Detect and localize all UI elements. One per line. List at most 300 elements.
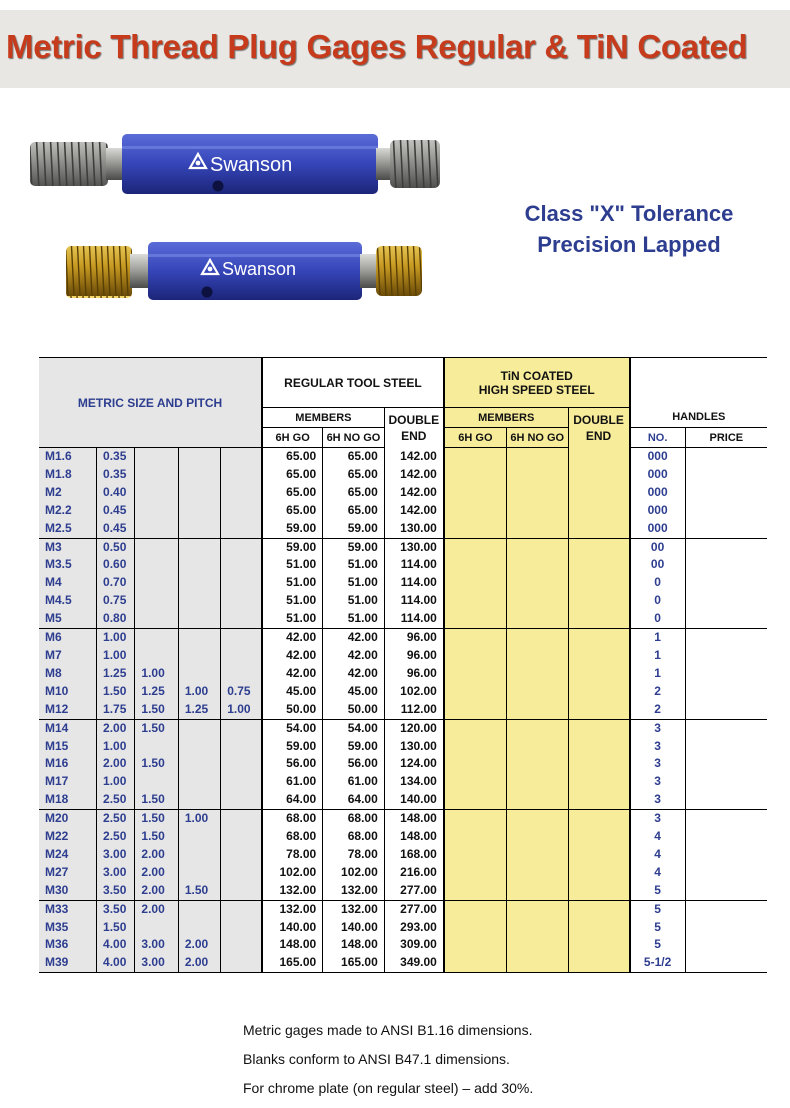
pitch-cell: 1.50: [135, 719, 178, 737]
pitch-cell: 1.25: [135, 683, 178, 701]
table-row: [39, 647, 767, 665]
size-cell: M1.8: [39, 466, 97, 484]
double-end-price-cell: 114.00: [384, 592, 444, 610]
nogo-price-cell: 59.00: [323, 520, 385, 538]
pitch-cell: 1.50: [135, 791, 178, 809]
tagline-line: Precision Lapped: [537, 232, 721, 257]
pitch-cell: 3.50: [97, 900, 135, 918]
pitch-cell: [135, 610, 178, 628]
header-double-end: [384, 408, 444, 448]
pitch-cell: [135, 773, 178, 791]
double-end-price-cell: 349.00: [384, 954, 444, 972]
table-row: [39, 665, 767, 683]
double-end-price-cell: 96.00: [384, 647, 444, 665]
go-price-cell: 165.00: [262, 954, 323, 972]
table-row: [39, 864, 767, 882]
table-body: [39, 448, 767, 973]
tin-nogo-cell: [506, 954, 568, 972]
handle-no-cell: 5-1/2: [630, 954, 686, 972]
size-cell: M2: [39, 484, 97, 502]
tin-nogo-cell: [506, 610, 568, 628]
pitch-cell: [178, 520, 220, 538]
double-end-price-cell: 124.00: [384, 755, 444, 773]
handle-price-cell: [685, 701, 767, 719]
tin-nogo-cell: [506, 791, 568, 809]
header-end: END: [585, 428, 612, 443]
tagline: [470, 198, 788, 260]
go-price-cell: 59.00: [262, 738, 323, 756]
nogo-price-cell: 51.00: [323, 556, 385, 574]
pitch-cell: [178, 828, 220, 846]
tin-double-end-cell: [568, 773, 630, 791]
pitch-cell: [221, 738, 262, 756]
handle-price-cell: [685, 719, 767, 737]
gauge-brand-label: Swanson: [222, 259, 297, 279]
thread-plug-gage-tin: [64, 236, 426, 306]
handle-no-cell: 5: [630, 882, 686, 900]
pitch-cell: [178, 556, 220, 574]
go-price-cell: 65.00: [262, 448, 323, 466]
pitch-cell: [178, 755, 220, 773]
handle-price-cell: [685, 647, 767, 665]
pitch-cell: [178, 864, 220, 882]
tin-nogo-cell: [506, 448, 568, 466]
tin-nogo-cell: [506, 556, 568, 574]
handle-no-cell: 00: [630, 538, 686, 556]
pitch-cell: [221, 466, 262, 484]
pitch-cell: 0.80: [97, 610, 135, 628]
table-row: [39, 810, 767, 828]
tin-nogo-cell: [506, 719, 568, 737]
double-end-price-cell: 142.00: [384, 502, 444, 520]
table-row: [39, 919, 767, 937]
nogo-price-cell: 165.00: [323, 954, 385, 972]
nogo-price-cell: 51.00: [323, 610, 385, 628]
tin-double-end-cell: [568, 755, 630, 773]
tin-double-end-cell: [568, 791, 630, 809]
title-bar: [0, 10, 790, 88]
nogo-price-cell: 61.00: [323, 773, 385, 791]
gauge-brand-label: Swanson: [210, 154, 293, 176]
pitch-cell: 1.00: [135, 665, 178, 683]
table-row: [39, 954, 767, 972]
handle-no-cell: 000: [630, 448, 686, 466]
handle-price-cell: [685, 919, 767, 937]
nogo-price-cell: 51.00: [323, 574, 385, 592]
pitch-cell: 1.50: [97, 683, 135, 701]
pitch-cell: [178, 738, 220, 756]
tin-go-cell: [444, 683, 507, 701]
page-title: Metric Thread Plug Gages Regular & TiN Coated: [6, 28, 748, 65]
tin-nogo-cell: [506, 900, 568, 918]
go-price-cell: 51.00: [262, 556, 323, 574]
handle-no-cell: 4: [630, 828, 686, 846]
size-cell: M17: [39, 773, 97, 791]
table-row: [39, 828, 767, 846]
tin-go-cell: [444, 574, 507, 592]
pitch-cell: [221, 502, 262, 520]
size-cell: M35: [39, 919, 97, 937]
go-price-cell: 59.00: [262, 520, 323, 538]
pitch-cell: 1.50: [135, 755, 178, 773]
tin-nogo-cell: [506, 773, 568, 791]
tin-double-end-cell: [568, 701, 630, 719]
tin-go-cell: [444, 719, 507, 737]
pitch-cell: [221, 846, 262, 864]
handle-price-cell: [685, 556, 767, 574]
nogo-price-cell: 78.00: [323, 846, 385, 864]
table-row: [39, 738, 767, 756]
pitch-cell: 1.00: [97, 647, 135, 665]
table-row: [39, 484, 767, 502]
handle-no-cell: 000: [630, 520, 686, 538]
pitch-cell: [135, 629, 178, 647]
go-price-cell: 65.00: [262, 466, 323, 484]
handle-no-cell: 1: [630, 647, 686, 665]
handle-price-cell: [685, 538, 767, 556]
header-tin-line: TiN COATED: [500, 368, 573, 383]
table-row: [39, 719, 767, 737]
pitch-cell: [221, 647, 262, 665]
handle-no-cell: 000: [630, 484, 686, 502]
go-price-cell: 56.00: [262, 755, 323, 773]
go-price-cell: 68.00: [262, 828, 323, 846]
size-cell: M5: [39, 610, 97, 628]
double-end-price-cell: 142.00: [384, 466, 444, 484]
double-end-price-cell: 96.00: [384, 629, 444, 647]
double-end-price-cell: 277.00: [384, 900, 444, 918]
nogo-price-cell: 132.00: [323, 900, 385, 918]
header-end: END: [401, 428, 427, 443]
handle-no-cell: 0: [630, 592, 686, 610]
table-row: [39, 538, 767, 556]
handle-no-cell: 3: [630, 755, 686, 773]
table-row: [39, 882, 767, 900]
table-row: [39, 466, 767, 484]
pitch-cell: [221, 755, 262, 773]
size-cell: M22: [39, 828, 97, 846]
pitch-cell: [178, 919, 220, 937]
note-line: For chrome plate (on regular steel) – add 30%.: [243, 1080, 534, 1096]
handle-price-cell: [685, 592, 767, 610]
handle-price-cell: [685, 448, 767, 466]
pitch-cell: 0.70: [97, 574, 135, 592]
pitch-cell: [221, 919, 262, 937]
double-end-price-cell: 168.00: [384, 846, 444, 864]
nogo-price-cell: 68.00: [323, 810, 385, 828]
tin-double-end-cell: [568, 484, 630, 502]
tin-nogo-cell: [506, 502, 568, 520]
pitch-cell: [221, 538, 262, 556]
tin-go-cell: [444, 919, 507, 937]
pitch-cell: [221, 828, 262, 846]
pitch-cell: 0.35: [97, 466, 135, 484]
size-cell: M6: [39, 629, 97, 647]
handle-price-cell: [685, 936, 767, 954]
handle-price-cell: [685, 773, 767, 791]
tin-nogo-cell: [506, 520, 568, 538]
pitch-cell: 1.75: [97, 701, 135, 719]
header-tin-coated: [444, 358, 630, 408]
size-cell: M27: [39, 864, 97, 882]
header-handle-no: NO.: [630, 428, 686, 448]
handle-price-cell: [685, 900, 767, 918]
handle-price-cell: [685, 882, 767, 900]
pitch-cell: 1.00: [178, 810, 220, 828]
header-handles: HANDLES: [630, 408, 767, 428]
pitch-cell: [221, 629, 262, 647]
pitch-cell: [135, 484, 178, 502]
pitch-cell: 0.75: [221, 683, 262, 701]
table-row: [39, 791, 767, 809]
pitch-cell: 2.00: [178, 954, 220, 972]
pitch-cell: [221, 610, 262, 628]
header-tin-members: MEMBERS: [444, 408, 568, 428]
table-row: [39, 502, 767, 520]
pitch-cell: 1.00: [221, 701, 262, 719]
tin-go-cell: [444, 755, 507, 773]
tin-nogo-cell: [506, 484, 568, 502]
double-end-price-cell: 114.00: [384, 610, 444, 628]
pitch-cell: 2.00: [97, 719, 135, 737]
pitch-cell: [221, 574, 262, 592]
handle-no-cell: 3: [630, 810, 686, 828]
nogo-price-cell: 51.00: [323, 592, 385, 610]
note-line: Metric gages made to ANSI B1.16 dimensions.: [243, 1022, 533, 1038]
tin-go-cell: [444, 520, 507, 538]
handle-no-cell: 3: [630, 773, 686, 791]
pitch-cell: 0.45: [97, 502, 135, 520]
handle-price-cell: [685, 755, 767, 773]
pitch-cell: [178, 574, 220, 592]
nogo-price-cell: 132.00: [323, 882, 385, 900]
header-regular-tool-steel: REGULAR TOOL STEEL: [262, 358, 444, 408]
tin-nogo-cell: [506, 828, 568, 846]
pitch-cell: 3.00: [135, 936, 178, 954]
double-end-price-cell: 216.00: [384, 864, 444, 882]
go-price-cell: 51.00: [262, 574, 323, 592]
tin-double-end-cell: [568, 900, 630, 918]
tin-double-end-cell: [568, 828, 630, 846]
double-end-price-cell: 102.00: [384, 683, 444, 701]
pitch-cell: [221, 665, 262, 683]
pitch-cell: [221, 791, 262, 809]
tin-double-end-cell: [568, 592, 630, 610]
nogo-price-cell: 56.00: [323, 755, 385, 773]
double-end-price-cell: 148.00: [384, 810, 444, 828]
pitch-cell: 1.00: [97, 629, 135, 647]
pitch-cell: [135, 592, 178, 610]
pitch-cell: [178, 773, 220, 791]
tin-go-cell: [444, 592, 507, 610]
tin-double-end-cell: [568, 864, 630, 882]
pitch-cell: [178, 629, 220, 647]
tin-nogo-cell: [506, 647, 568, 665]
nogo-price-cell: 42.00: [323, 647, 385, 665]
tin-double-end-cell: [568, 610, 630, 628]
tin-go-cell: [444, 538, 507, 556]
double-end-price-cell: 142.00: [384, 448, 444, 466]
nogo-price-cell: 59.00: [323, 538, 385, 556]
double-end-price-cell: 130.00: [384, 538, 444, 556]
pitch-cell: [178, 610, 220, 628]
tin-go-cell: [444, 629, 507, 647]
pitch-cell: 1.50: [178, 882, 220, 900]
size-cell: M10: [39, 683, 97, 701]
tin-double-end-cell: [568, 665, 630, 683]
double-end-price-cell: 120.00: [384, 719, 444, 737]
handle-price-cell: [685, 828, 767, 846]
pitch-cell: [221, 864, 262, 882]
tin-go-cell: [444, 502, 507, 520]
tin-go-cell: [444, 846, 507, 864]
table-row: [39, 755, 767, 773]
tin-nogo-cell: [506, 466, 568, 484]
handle-price-cell: [685, 520, 767, 538]
pitch-cell: [221, 556, 262, 574]
pitch-cell: [221, 900, 262, 918]
nogo-price-cell: 59.00: [323, 738, 385, 756]
go-price-cell: 42.00: [262, 647, 323, 665]
tin-nogo-cell: [506, 574, 568, 592]
tin-nogo-cell: [506, 936, 568, 954]
table-row: [39, 610, 767, 628]
tin-double-end-cell: [568, 954, 630, 972]
pitch-cell: [221, 484, 262, 502]
nogo-price-cell: 65.00: [323, 502, 385, 520]
tin-go-cell: [444, 864, 507, 882]
pitch-cell: [178, 719, 220, 737]
tin-go-cell: [444, 936, 507, 954]
notes: [243, 1021, 533, 1108]
tin-go-cell: [444, 448, 507, 466]
pitch-cell: 2.00: [135, 882, 178, 900]
header-tin-line: HIGH SPEED STEEL: [478, 382, 595, 397]
size-cell: M15: [39, 738, 97, 756]
double-end-price-cell: 114.00: [384, 556, 444, 574]
handle-no-cell: 000: [630, 466, 686, 484]
tin-double-end-cell: [568, 502, 630, 520]
tin-go-cell: [444, 701, 507, 719]
double-end-price-cell: 130.00: [384, 520, 444, 538]
tin-double-end-cell: [568, 556, 630, 574]
table-row: [39, 701, 767, 719]
tin-go-cell: [444, 810, 507, 828]
pitch-cell: 2.00: [135, 846, 178, 864]
go-price-cell: 42.00: [262, 665, 323, 683]
go-price-cell: 65.00: [262, 484, 323, 502]
tin-go-cell: [444, 556, 507, 574]
tin-nogo-cell: [506, 864, 568, 882]
double-end-price-cell: 130.00: [384, 738, 444, 756]
tin-nogo-cell: [506, 846, 568, 864]
size-cell: M16: [39, 755, 97, 773]
handle-no-cell: 1: [630, 665, 686, 683]
header-tin-6h-go: 6H GO: [444, 428, 507, 448]
tin-double-end-cell: [568, 810, 630, 828]
handle-no-cell: 5: [630, 900, 686, 918]
size-cell: M1.6: [39, 448, 97, 466]
pitch-cell: [178, 502, 220, 520]
table-row: [39, 556, 767, 574]
handle-no-cell: 000: [630, 502, 686, 520]
nogo-price-cell: 102.00: [323, 864, 385, 882]
size-cell: M18: [39, 791, 97, 809]
handle-no-cell: 1: [630, 629, 686, 647]
size-cell: M20: [39, 810, 97, 828]
nogo-price-cell: 54.00: [323, 719, 385, 737]
pitch-cell: 1.50: [135, 810, 178, 828]
pitch-cell: 1.25: [178, 701, 220, 719]
pitch-cell: [221, 592, 262, 610]
double-end-price-cell: 96.00: [384, 665, 444, 683]
pitch-cell: 2.50: [97, 791, 135, 809]
size-cell: M4: [39, 574, 97, 592]
go-price-cell: 50.00: [262, 701, 323, 719]
pitch-cell: [221, 448, 262, 466]
pitch-cell: 2.00: [178, 936, 220, 954]
tin-double-end-cell: [568, 846, 630, 864]
go-price-cell: 140.00: [262, 919, 323, 937]
tin-double-end-cell: [568, 719, 630, 737]
size-cell: M2.5: [39, 520, 97, 538]
pitch-cell: [135, 738, 178, 756]
pitch-cell: 0.60: [97, 556, 135, 574]
tin-double-end-cell: [568, 629, 630, 647]
go-price-cell: 148.00: [262, 936, 323, 954]
pitch-cell: 0.75: [97, 592, 135, 610]
double-end-price-cell: 148.00: [384, 828, 444, 846]
tin-go-cell: [444, 647, 507, 665]
handle-no-cell: 5: [630, 936, 686, 954]
handle-price-cell: [685, 954, 767, 972]
pitch-cell: 0.45: [97, 520, 135, 538]
pitch-cell: [135, 556, 178, 574]
pitch-cell: 1.25: [97, 665, 135, 683]
nogo-price-cell: 140.00: [323, 919, 385, 937]
handle-price-cell: [685, 683, 767, 701]
pitch-cell: [135, 574, 178, 592]
tin-go-cell: [444, 900, 507, 918]
pitch-cell: [221, 719, 262, 737]
table-row: [39, 629, 767, 647]
tin-double-end-cell: [568, 520, 630, 538]
size-cell: M33: [39, 900, 97, 918]
pitch-cell: 1.50: [135, 828, 178, 846]
tin-go-cell: [444, 773, 507, 791]
handle-no-cell: 4: [630, 864, 686, 882]
tin-double-end-cell: [568, 574, 630, 592]
tin-go-cell: [444, 828, 507, 846]
double-end-price-cell: 114.00: [384, 574, 444, 592]
pitch-cell: 2.00: [135, 900, 178, 918]
tin-go-cell: [444, 466, 507, 484]
double-end-price-cell: 309.00: [384, 936, 444, 954]
size-cell: M30: [39, 882, 97, 900]
table-row: [39, 520, 767, 538]
pitch-cell: 4.00: [97, 936, 135, 954]
pitch-cell: 1.50: [97, 919, 135, 937]
handle-no-cell: 4: [630, 846, 686, 864]
tin-double-end-cell: [568, 738, 630, 756]
tin-go-cell: [444, 954, 507, 972]
handle-price-cell: [685, 466, 767, 484]
go-price-cell: 45.00: [262, 683, 323, 701]
nogo-price-cell: 68.00: [323, 828, 385, 846]
pitch-cell: 2.50: [97, 828, 135, 846]
tin-double-end-cell: [568, 448, 630, 466]
nogo-price-cell: 42.00: [323, 665, 385, 683]
